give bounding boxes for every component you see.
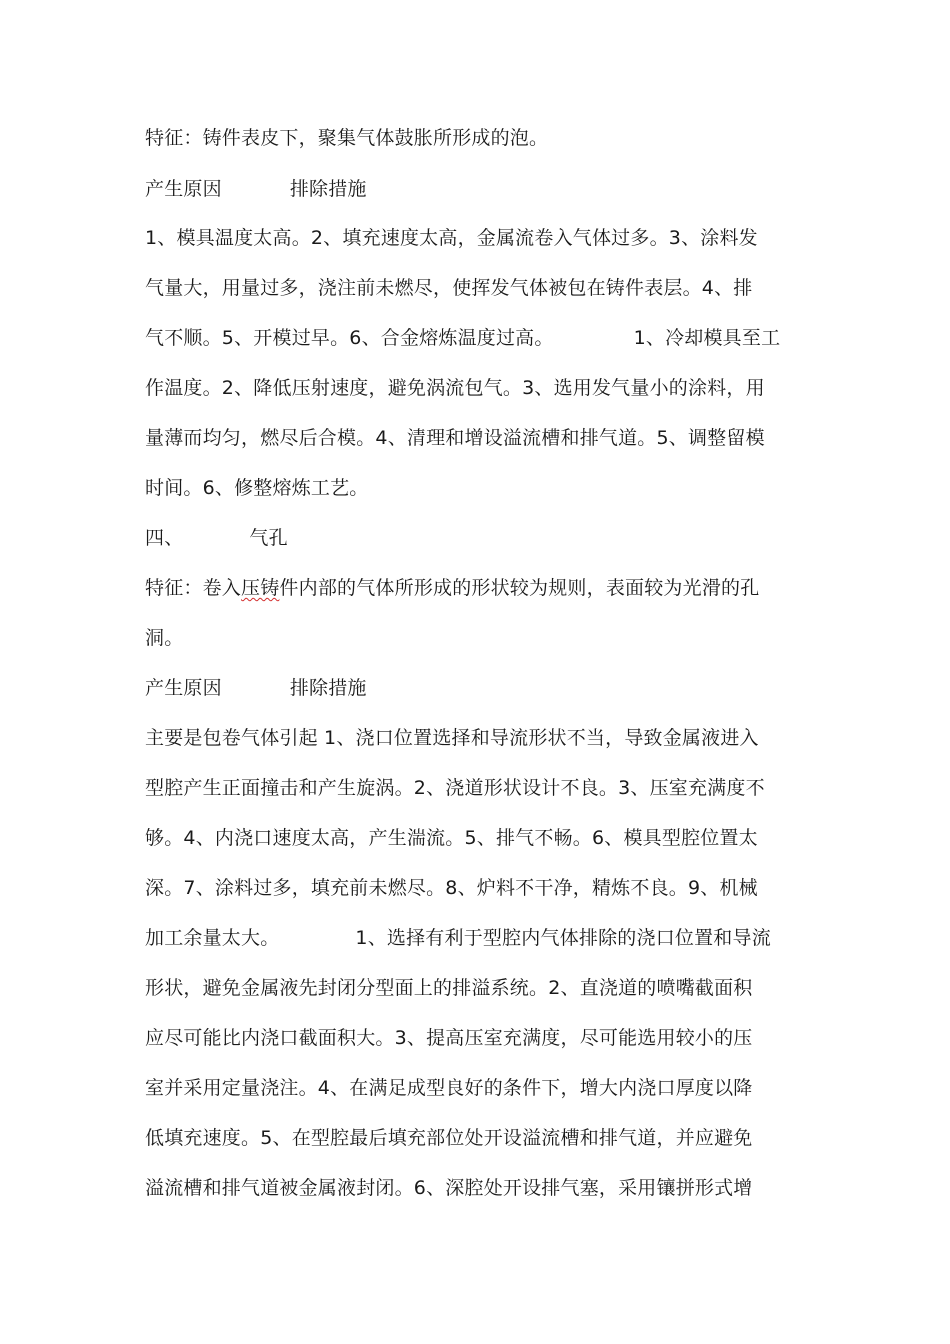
feature-prefix: 特征：卷入: [145, 577, 242, 599]
porosity-cause-line: 深。7、涂料过多，填充前未燃尽。8、炉料不干净，精炼不良。9、机械: [145, 877, 758, 899]
blister-remedy-line: 作温度。2、降低压射速度，避免涡流包气。3、选用发气量小的涂料，用: [145, 377, 765, 399]
porosity-cause-line: 型腔产生正面撞击和产生旋涡。2、浇道形状设计不良。3、压室充满度不: [145, 777, 765, 799]
porosity-feature-end: 洞。: [145, 627, 184, 649]
blister-cause-end: 气不顺。5、开模过早。6、合金熔炼温度过高。: [145, 327, 554, 349]
porosity-remedy-start: 1、选择有利于型腔内气体排除的浇口位置和导流: [355, 927, 771, 949]
porosity-remedy-line: 低填充速度。5、在型腔最后填充部位处开设溢流槽和排气道，并应避免: [145, 1127, 753, 1149]
feature-suffix: 件内部的气体所形成的形状较为规则，表面较为光滑的孔: [279, 577, 760, 599]
porosity-feature: [145, 576, 810, 600]
blister-feature: 特征：铸件表皮下，聚集气体鼓胀所形成的泡。: [145, 127, 549, 149]
section-heading: [145, 526, 810, 550]
blister-cause-line: 1、模具温度太高。2、填充速度太高，金属流卷入气体过多。3、涂料发: [145, 227, 758, 249]
blister-remedy-line: 时间。6、修整熔炼工艺。: [145, 477, 369, 499]
porosity-cause-line: 够。4、内浇口速度太高，产生湍流。5、排气不畅。6、模具型腔位置太: [145, 827, 758, 849]
blister-remedy-line: 量薄而均匀，燃尽后合模。4、清理和增设溢流槽和排气道。5、调整留模: [145, 427, 765, 449]
blister-table-header: [145, 177, 810, 201]
spellcheck-underlined-word: 压铸: [241, 577, 280, 599]
porosity-cause-end: 加工余量太大。: [145, 927, 280, 949]
porosity-remedy-line: 室并采用定量浇注。4、在满足成型良好的条件下，增大内浇口厚度以降: [145, 1077, 753, 1099]
cause-label: 产生原因: [145, 178, 222, 200]
blister-cause-remedy-line: [145, 326, 810, 350]
cause-label: 产生原因: [145, 677, 222, 699]
remedy-label: 排除措施: [289, 677, 367, 699]
remedy-label: 排除措施: [289, 178, 367, 200]
section-title: 气孔: [249, 527, 288, 549]
porosity-remedy-line: 应尽可能比内浇口截面积大。3、提高压室充满度，尽可能选用较小的压: [145, 1027, 753, 1049]
porosity-cause-line: 主要是包卷气体引起 1、浇口位置选择和导流形状不当，导致金属液进入: [145, 727, 759, 749]
porosity-remedy-line: 溢流槽和排气道被金属液封闭。6、深腔处开设排气塞，采用镶拼形式增: [145, 1177, 753, 1199]
porosity-cause-remedy-line: [145, 926, 810, 950]
blister-cause-line: 气量大，用量过多，浇注前未燃尽，使挥发气体被包在铸件表层。4、排: [145, 277, 753, 299]
blister-remedy-start: 1、冷却模具至工: [633, 327, 781, 349]
porosity-remedy-line: 形状，避免金属液先封闭分型面上的排溢系统。2、直浇道的喷嘴截面积: [145, 977, 753, 999]
porosity-table-header: [145, 676, 810, 700]
section-number: 四、: [145, 527, 184, 549]
